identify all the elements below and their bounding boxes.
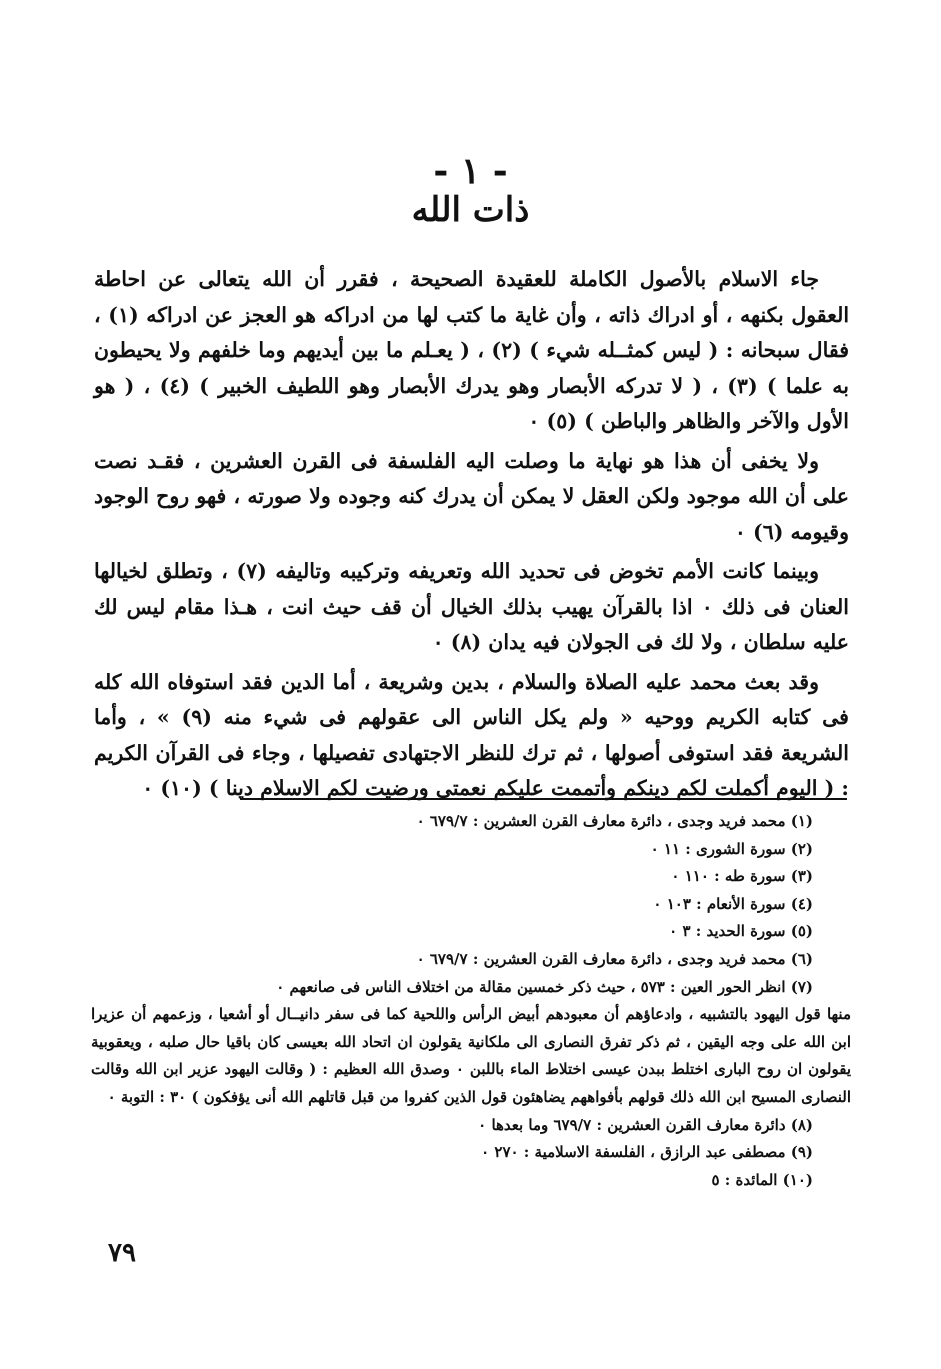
footnote-8: (٨) دائرة معارف القرن العشرين : ٦٧٩/٧ وما بعدها ٠ xyxy=(478,1115,813,1134)
footnote-7: (٧) انظر الحور العين : ٥٧٣ ، حيث ذكر خمسين مقالة من اختلاف الناس فى صانعهم ٠ xyxy=(276,977,813,996)
footnote-7-continuation: منها قول اليهود بالتشبيه ، وادعاؤهم أن معبودهم أبيض الرأس واللحية كما فى سفر دانيــال أو أشعيا ، وزعمهم أن عزيرا ابن الله على وجه اليقين ، ثم ذكر تفرق النصارى الى ملكانية يقولون ان اتحاد الله بعيسى كان باقيا حال صلبه ، ويعقوبية يقولون ان روح البارى اختلط ببدن عيسى اختلاط الماء باللبن ٠ وصدق الله العظيم : ( وقالت اليهود عزير ابن الله وقالت النصارى المسيح ابن الله ذلك قولهم بأفواههم يضاهئون قول الذين كفروا من قبل قاتلهم الله أنى يؤفكون ) ٣٠ : التوبة ٠ xyxy=(91,1005,851,1106)
footnote-6: (٦) محمد فريد وجدى ، دائرة معارف القرن العشرين : ٦٧٩/٧ ٠ xyxy=(416,949,813,968)
paragraph-1: جاء الاسلام بالأصول الكاملة للعقيدة الصحيحة ، فقرر أن الله يتعالى عن احاطة العقول بكنهه ، أو ادراك ذاته ، وأن غاية ما كتب لها من ادراكه هو العجز عن ادراكه (١) ، فقال سبحانه : ( ليس كمثــله شيء ) (٢) ، ( يعـلم ما بين أيديهم وما خلفهم ولا يحيطون به علما ) (٣) ، ( لا تدركه الأبصار وهو يدرك الأبصار وهو اللطيف الخبير ) (٤) ، ( هو الأول والآخر والظاهر والباطن ) (٥) ٠ xyxy=(94,267,850,433)
footnote-9: (٩) مصطفى عبد الرازق ، الفلسفة الاسلامية : ٢٧٠ ٠ xyxy=(481,1143,813,1162)
footnote-divider xyxy=(240,798,847,800)
body-text xyxy=(94,262,849,811)
page-number: ٧٩ xyxy=(108,1238,136,1268)
paragraph-2: ولا يخفى أن هذا هو نهاية ما وصلت اليه الفلسفة فى القرن العشرين ، فقـد نصت على أن الله موجود ولكن العقل لا يمكن أن يدرك كنه وجوده ولا صورته ، فهو روح الوجود وقيومه (٦) ٠ xyxy=(94,448,849,544)
footnote-10: (١٠) المائدة : ٥ xyxy=(711,1170,813,1189)
footnote-3: (٣) سورة طه : ١١٠ ٠ xyxy=(671,867,813,886)
footnote-2: (٢) سورة الشورى : ١١ ٠ xyxy=(650,839,813,858)
paragraph-4: وقد بعث محمد عليه الصلاة والسلام ، بدين وشريعة ، أما الدين فقد استوفاه الله كله فى كتابه الكريم ووحيه « ولم يكل الناس الى عقولهم فى شيء منه (٩) » ، وأما الشريعة فقد استوفى أصولها ، ثم ترك للنظر الاجتهادى تفصيلها ، وجاء فى القرآن الكريم : ( اليوم أكملت لكم دينكم وأتممت عليكم نعمتى ورضيت لكم الاسلام دينا ) (١٠) ٠ xyxy=(94,669,849,800)
chapter-title: ذات الله xyxy=(411,190,530,230)
footnote-4: (٤) سورة الأنعام : ١٠٣ ٠ xyxy=(653,894,813,913)
footnote-1: (١) محمد فريد وجدى ، دائرة معارف القرن العشرين : ٦٧٩/٧ ٠ xyxy=(416,812,813,830)
footnote-5: (٥) سورة الحديد : ٣ ٠ xyxy=(669,922,813,941)
chapter-number: - ١ - xyxy=(433,150,508,192)
footnotes xyxy=(91,808,851,1194)
paragraph-3: وبينما كانت الأمم تخوض فى تحديد الله وتعريفه وتركيبه وتاليفه (٧) ، وتطلق لخيالها العنان فى ذلك ٠ اذا بالقرآن يهيب بذلك الخيال أن قف حيث انت ، هـذا مقام ليس لك عليه سلطان ، ولا لك فى الجولان فيه يدان (٨) ٠ xyxy=(94,559,849,654)
